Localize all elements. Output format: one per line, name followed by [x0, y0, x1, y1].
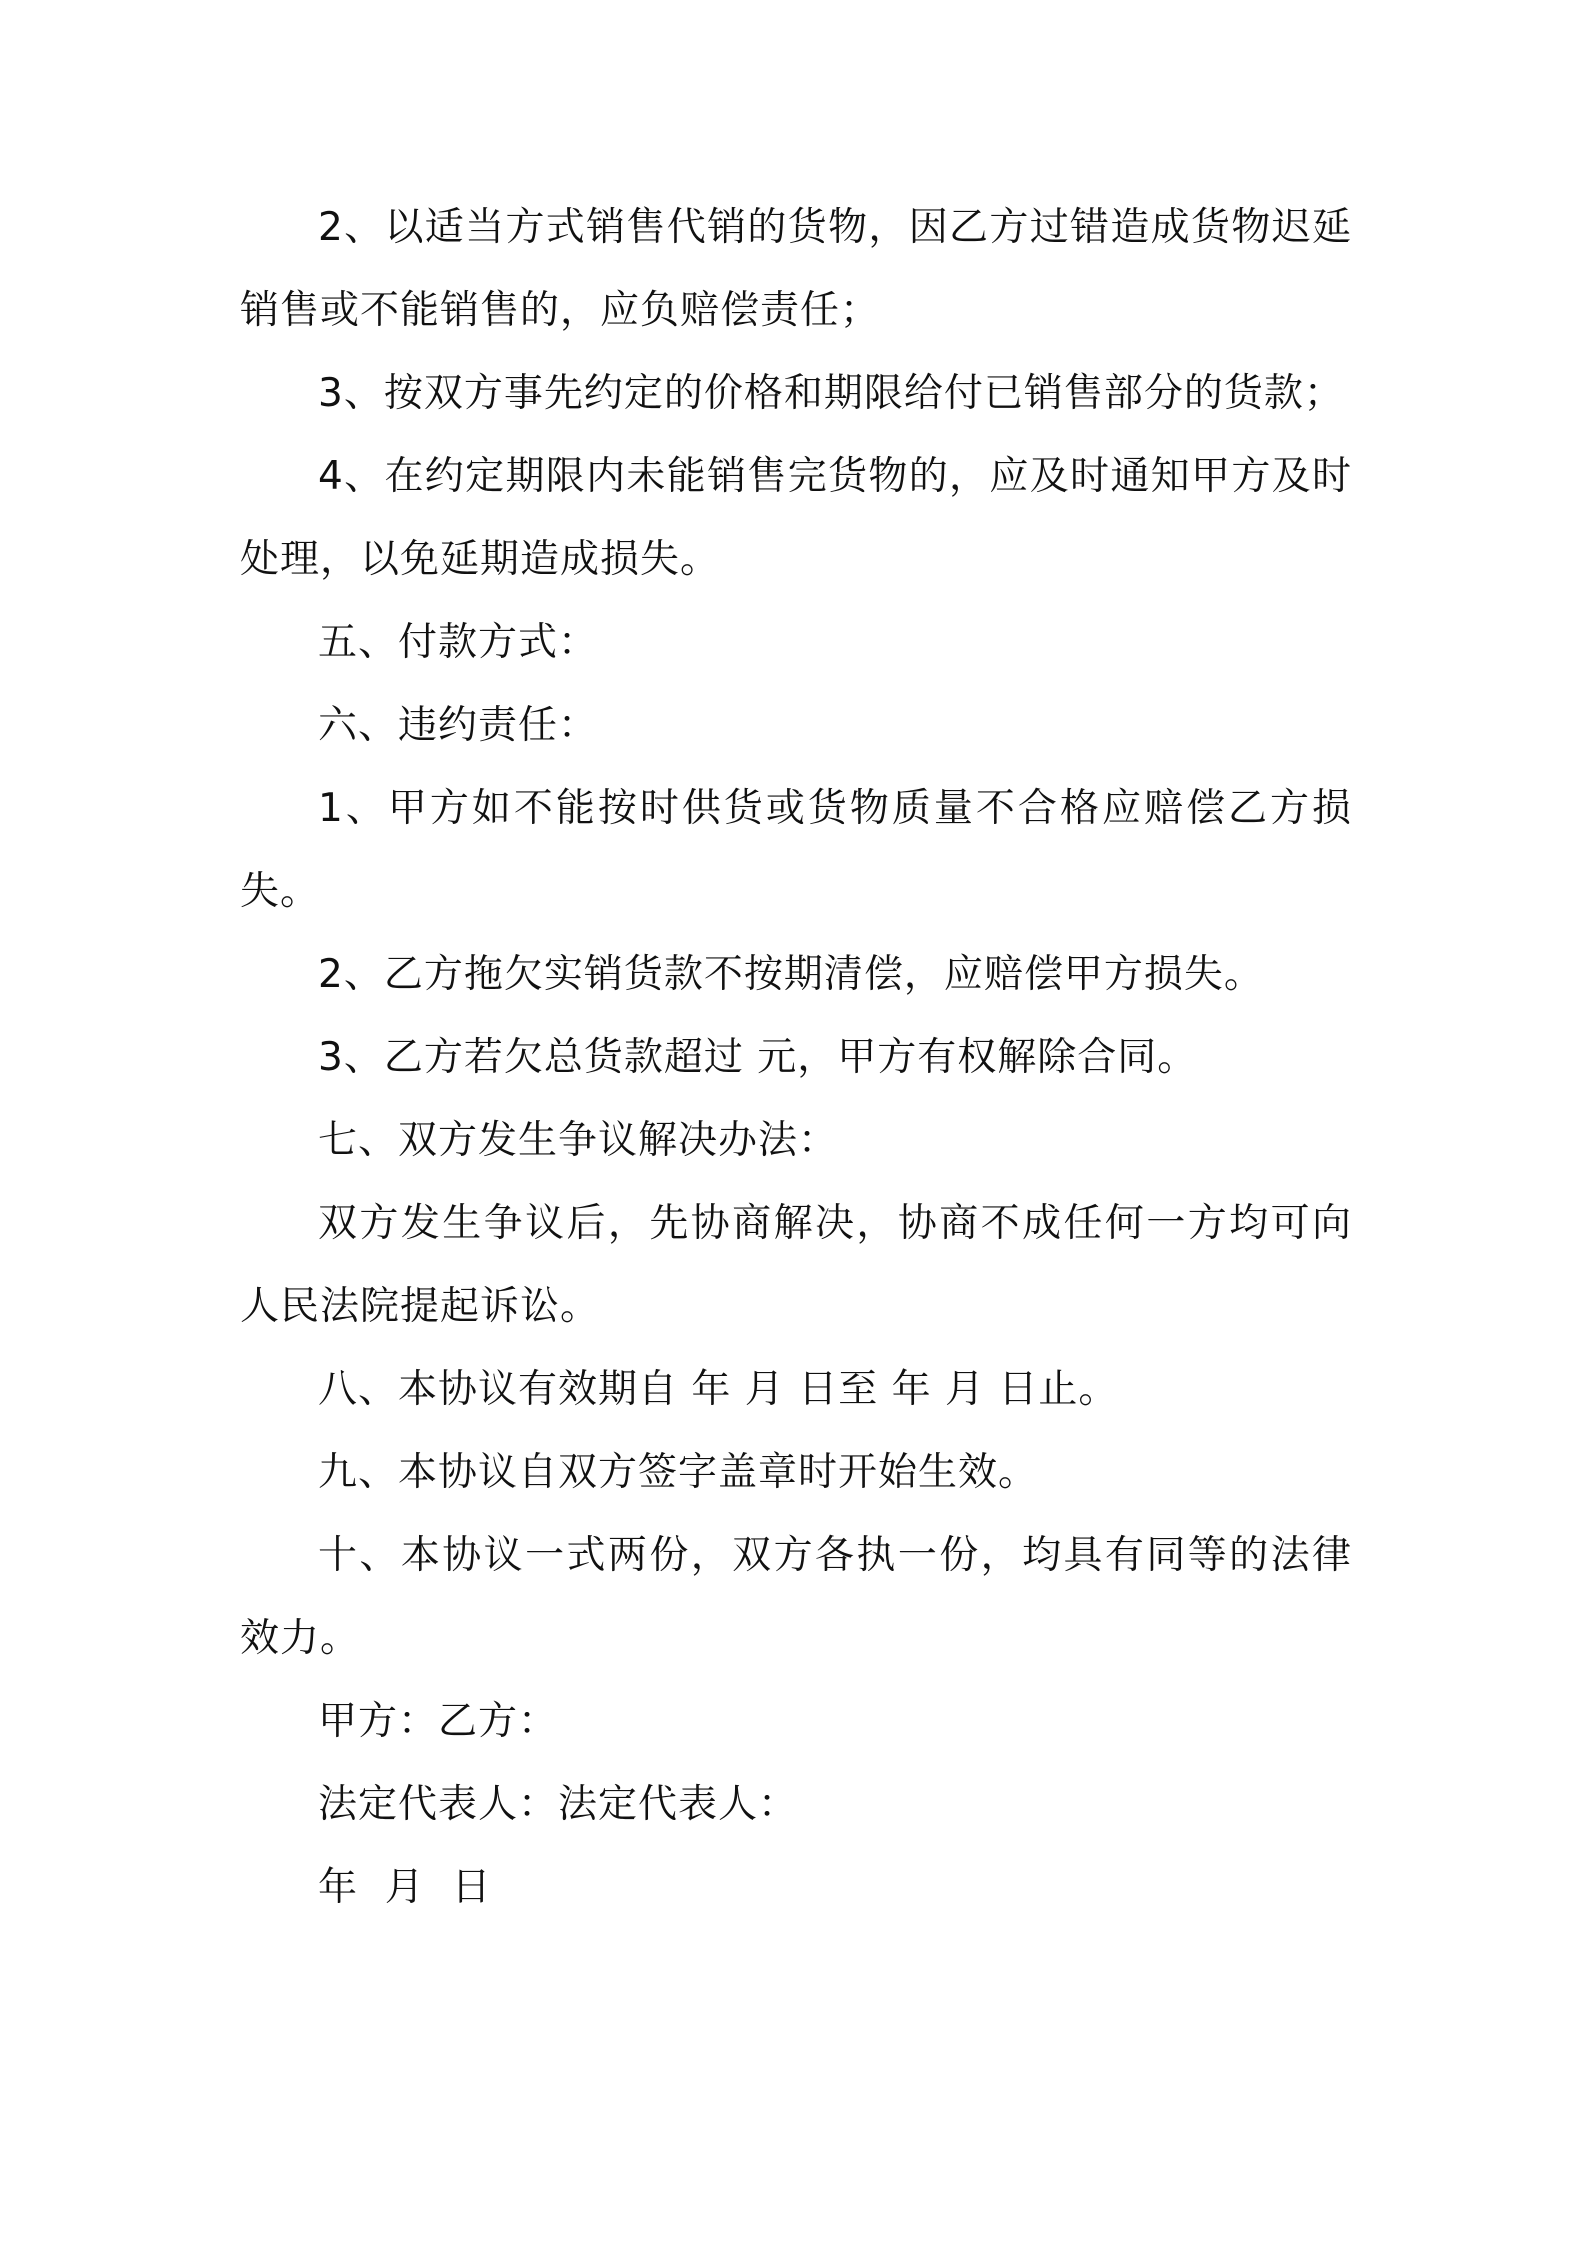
section-7-heading: 七、双方发生争议解决办法：: [318, 1118, 839, 1163]
signature-date: 年 月 日: [318, 1865, 492, 1910]
section-9-text: 九、本协议自双方签字盖章时开始生效。: [318, 1450, 1039, 1495]
clause-6-item-1: 1、甲方如不能按时供货或货物质量不合格应赔偿乙方损失。: [240, 786, 1352, 914]
clause-6-item-3: 3、乙方若欠总货款超过 元，甲方有权解除合同。: [318, 1035, 1198, 1080]
section-7-text: 双方发生争议后，先协商解决，协商不成任何一方均可向人民法院提起诉讼。: [240, 1201, 1352, 1329]
section-8-text: 八、本协议有效期自 年 月 日至 年 月 日止。: [318, 1367, 1119, 1412]
clause-4-item-2: 2、以适当方式销售代销的货物，因乙方过错造成货物迟延销售或不能销售的，应负赔偿责任；: [240, 205, 1352, 333]
section-6-heading: 六、违约责任：: [318, 703, 599, 748]
section-10-text: 十、本协议一式两份，双方各执一份，均具有同等的法律效力。: [240, 1533, 1352, 1661]
agreement-body: [240, 186, 1352, 1929]
clause-4-item-4: 4、在约定期限内未能销售完货物的，应及时通知甲方及时处理，以免延期造成损失。: [240, 454, 1352, 582]
signature-parties: 甲方：乙方：: [318, 1699, 559, 1744]
section-5-heading: 五、付款方式：: [318, 620, 599, 665]
signature-representatives: 法定代表人：法定代表人：: [318, 1782, 799, 1827]
clause-4-item-3: 3、按双方事先约定的价格和期限给付已销售部分的货款；: [318, 371, 1344, 416]
clause-6-item-2: 2、乙方拖欠实销货款不按期清偿，应赔偿甲方损失。: [318, 952, 1264, 997]
